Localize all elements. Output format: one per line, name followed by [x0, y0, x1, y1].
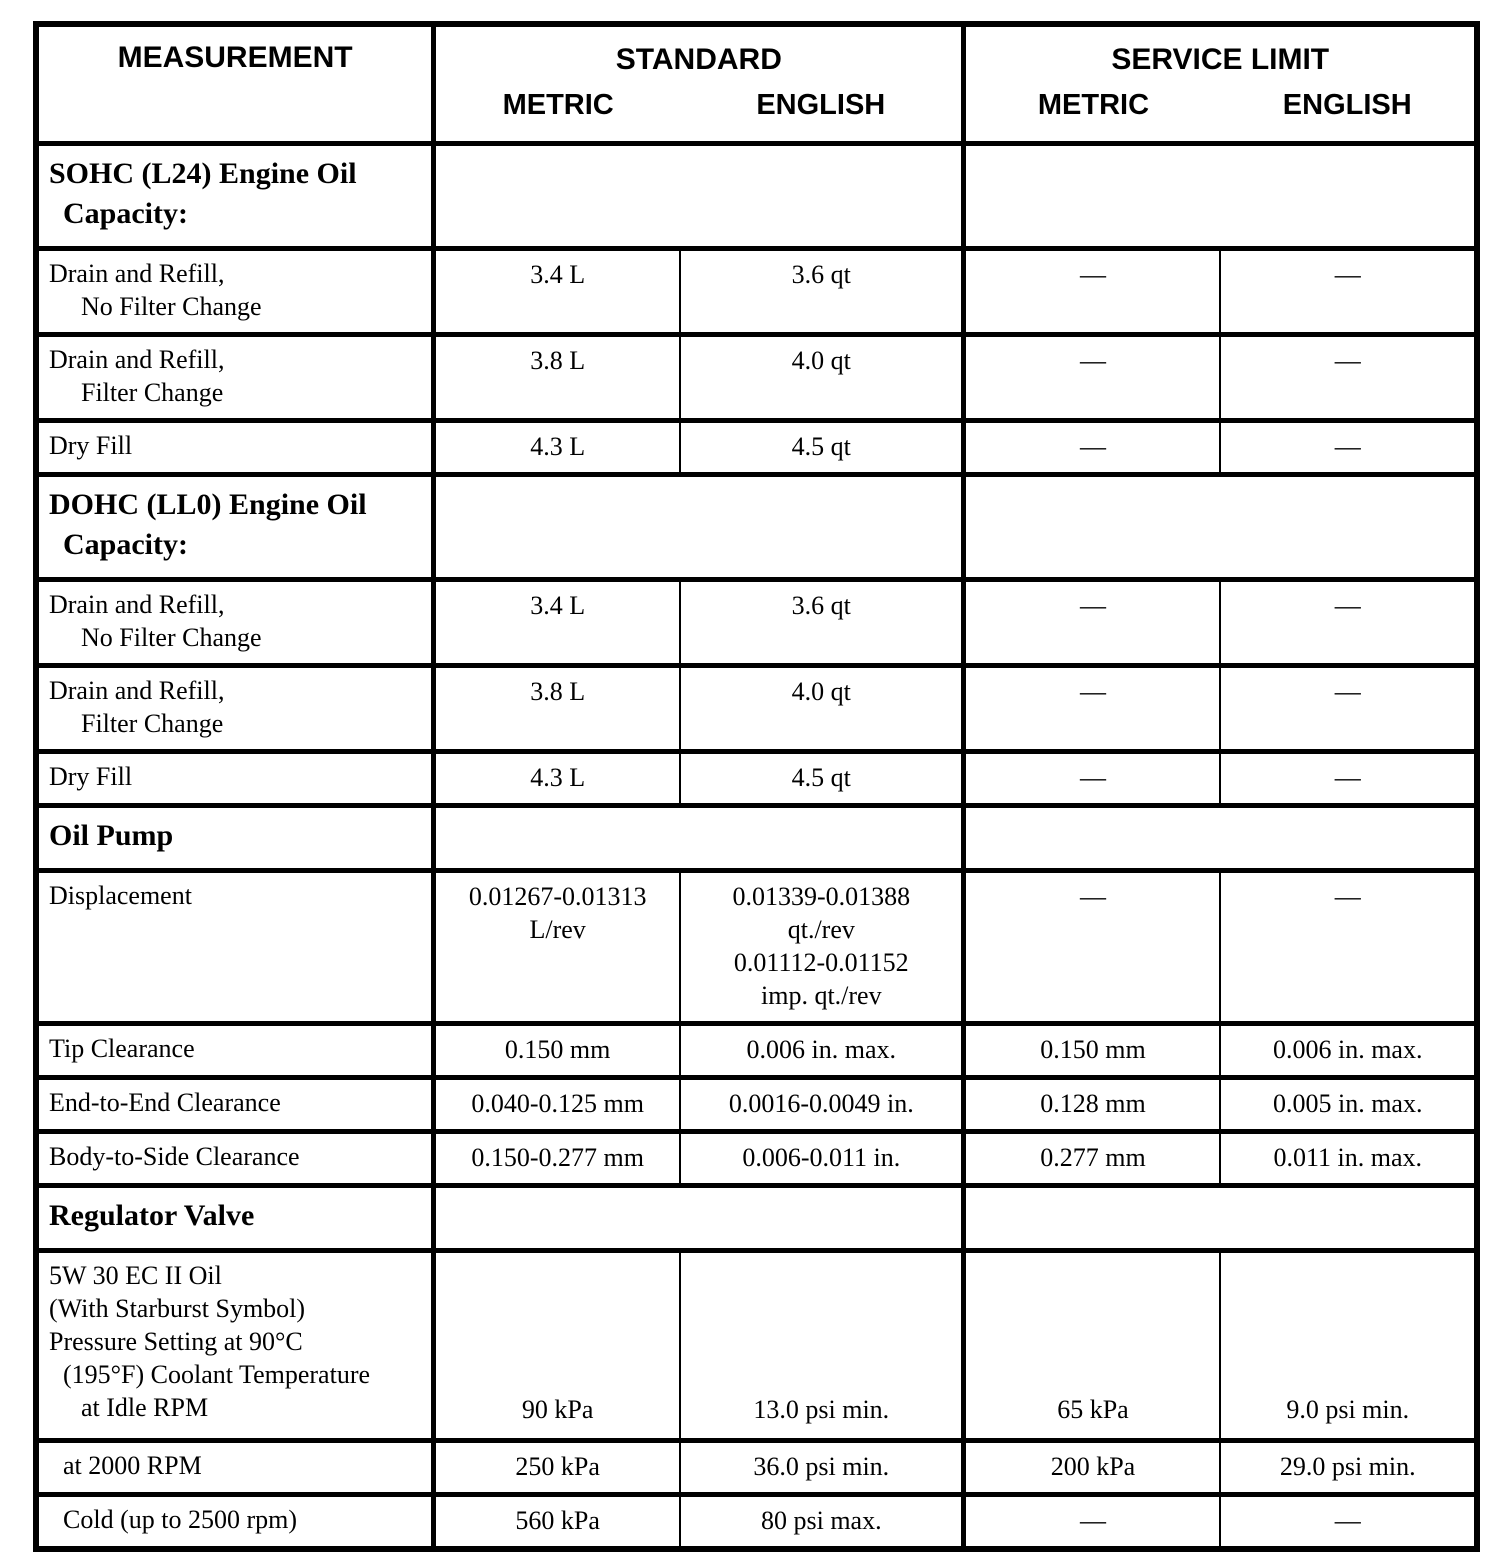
measurement-label: at 2000 RPM	[36, 1441, 434, 1495]
service-metric-value: —	[964, 335, 1220, 421]
section-title: DOHC (LL0) Engine Oil Capacity:	[36, 475, 434, 580]
service-metric-value: 200 kPa	[964, 1441, 1220, 1495]
header-standard: STANDARD	[434, 24, 964, 87]
section-title: SOHC (L24) Engine Oil Capacity:	[36, 144, 434, 249]
measurement-label: Cold (up to 2500 rpm)	[36, 1495, 434, 1550]
spec-row	[36, 752, 1477, 806]
section-row	[36, 806, 1477, 871]
service-metric-value: —	[964, 249, 1220, 335]
measurement-label: Dry Fill	[36, 421, 434, 475]
service-english-value: —	[1220, 580, 1477, 666]
standard-metric-value: 4.3 L	[434, 421, 680, 475]
service-english-value: 0.005 in. max.	[1220, 1078, 1477, 1132]
section-title: Regulator Valve	[36, 1186, 434, 1251]
measurement-label: Drain and Refill, Filter Change	[36, 666, 434, 752]
measurement-label: Drain and Refill, No Filter Change	[36, 580, 434, 666]
section-row	[36, 475, 1477, 580]
standard-metric-value: 0.040-0.125 mm	[434, 1078, 680, 1132]
standard-metric-value: 3.8 L	[434, 335, 680, 421]
spec-row	[36, 1495, 1477, 1550]
standard-metric-value: 90 kPa	[434, 1251, 680, 1441]
standard-english-value: 3.6 qt	[680, 249, 964, 335]
table-header	[36, 24, 1477, 144]
service-english-value: 29.0 psi min.	[1220, 1441, 1477, 1495]
measurement-label: Drain and Refill, No Filter Change	[36, 249, 434, 335]
header-service-limit: SERVICE LIMIT	[964, 24, 1477, 87]
service-metric-value: —	[964, 871, 1220, 1024]
measurement-label: Displacement	[36, 871, 434, 1024]
standard-english-value: 4.5 qt	[680, 421, 964, 475]
section-standard-spacer	[434, 475, 964, 580]
section-standard-spacer	[434, 144, 964, 249]
standard-english-value: 4.0 qt	[680, 666, 964, 752]
header-service-english: ENGLISH	[1220, 87, 1477, 143]
standard-english-value: 3.6 qt	[680, 580, 964, 666]
spec-row	[36, 1078, 1477, 1132]
standard-english-value: 0.01339-0.01388 qt./rev 0.01112-0.01152 imp. qt./rev	[680, 871, 964, 1024]
measurement-label: Body-to-Side Clearance	[36, 1132, 434, 1186]
section-standard-spacer	[434, 806, 964, 871]
service-english-value: 9.0 psi min.	[1220, 1251, 1477, 1441]
spec-row	[36, 249, 1477, 335]
standard-metric-value: 3.4 L	[434, 580, 680, 666]
standard-metric-value: 250 kPa	[434, 1441, 680, 1495]
section-service-spacer	[964, 475, 1477, 580]
standard-english-value: 80 psi max.	[680, 1495, 964, 1550]
standard-english-value: 0.006 in. max.	[680, 1024, 964, 1078]
standard-metric-value: 3.8 L	[434, 666, 680, 752]
spec-row	[36, 871, 1477, 1024]
spec-row	[36, 1024, 1477, 1078]
spec-row	[36, 421, 1477, 475]
service-metric-value: —	[964, 580, 1220, 666]
standard-english-value: 0.0016-0.0049 in.	[680, 1078, 964, 1132]
section-service-spacer	[964, 1186, 1477, 1251]
measurement-label: Tip Clearance	[36, 1024, 434, 1078]
spec-row	[36, 1251, 1477, 1441]
service-english-value: 0.011 in. max.	[1220, 1132, 1477, 1186]
header-measurement: MEASUREMENT	[36, 24, 434, 144]
service-english-value: —	[1220, 335, 1477, 421]
header-group-row	[36, 24, 1477, 87]
standard-metric-value: 0.01267-0.01313 L/rev	[434, 871, 680, 1024]
service-metric-value: —	[964, 421, 1220, 475]
standard-english-value: 0.006-0.011 in.	[680, 1132, 964, 1186]
standard-metric-value: 0.150-0.277 mm	[434, 1132, 680, 1186]
measurement-label: Drain and Refill, Filter Change	[36, 335, 434, 421]
standard-metric-value: 3.4 L	[434, 249, 680, 335]
measurement-label: Dry Fill	[36, 752, 434, 806]
section-standard-spacer	[434, 1186, 964, 1251]
standard-metric-value: 4.3 L	[434, 752, 680, 806]
measurement-label: 5W 30 EC II Oil (With Starburst Symbol) Pressure Setting at 90°C (195°F) Coolant Temperature at Idle RPM	[36, 1251, 434, 1441]
service-english-value: —	[1220, 1495, 1477, 1550]
service-metric-value: —	[964, 1495, 1220, 1550]
section-row	[36, 144, 1477, 249]
service-english-value: 0.006 in. max.	[1220, 1024, 1477, 1078]
header-standard-metric: METRIC	[434, 87, 680, 143]
header-service-metric: METRIC	[964, 87, 1220, 143]
specifications-table	[33, 21, 1480, 1552]
spec-row	[36, 335, 1477, 421]
manual-page	[0, 21, 1504, 1535]
standard-english-value: 36.0 psi min.	[680, 1441, 964, 1495]
service-english-value: —	[1220, 871, 1477, 1024]
spec-row	[36, 1132, 1477, 1186]
service-english-value: —	[1220, 249, 1477, 335]
section-service-spacer	[964, 144, 1477, 249]
measurement-label: End-to-End Clearance	[36, 1078, 434, 1132]
standard-english-value: 13.0 psi min.	[680, 1251, 964, 1441]
service-english-value: —	[1220, 421, 1477, 475]
standard-metric-value: 0.150 mm	[434, 1024, 680, 1078]
section-title: Oil Pump	[36, 806, 434, 871]
spec-row	[36, 580, 1477, 666]
service-metric-value: 65 kPa	[964, 1251, 1220, 1441]
standard-english-value: 4.5 qt	[680, 752, 964, 806]
service-metric-value: 0.277 mm	[964, 1132, 1220, 1186]
service-english-value: —	[1220, 752, 1477, 806]
service-metric-value: —	[964, 752, 1220, 806]
section-service-spacer	[964, 806, 1477, 871]
standard-english-value: 4.0 qt	[680, 335, 964, 421]
service-metric-value: 0.128 mm	[964, 1078, 1220, 1132]
service-metric-value: 0.150 mm	[964, 1024, 1220, 1078]
standard-metric-value: 560 kPa	[434, 1495, 680, 1550]
section-row	[36, 1186, 1477, 1251]
spec-table-body	[36, 144, 1477, 1550]
header-standard-english: ENGLISH	[680, 87, 964, 143]
spec-row	[36, 1441, 1477, 1495]
service-metric-value: —	[964, 666, 1220, 752]
spec-row	[36, 666, 1477, 752]
service-english-value: —	[1220, 666, 1477, 752]
